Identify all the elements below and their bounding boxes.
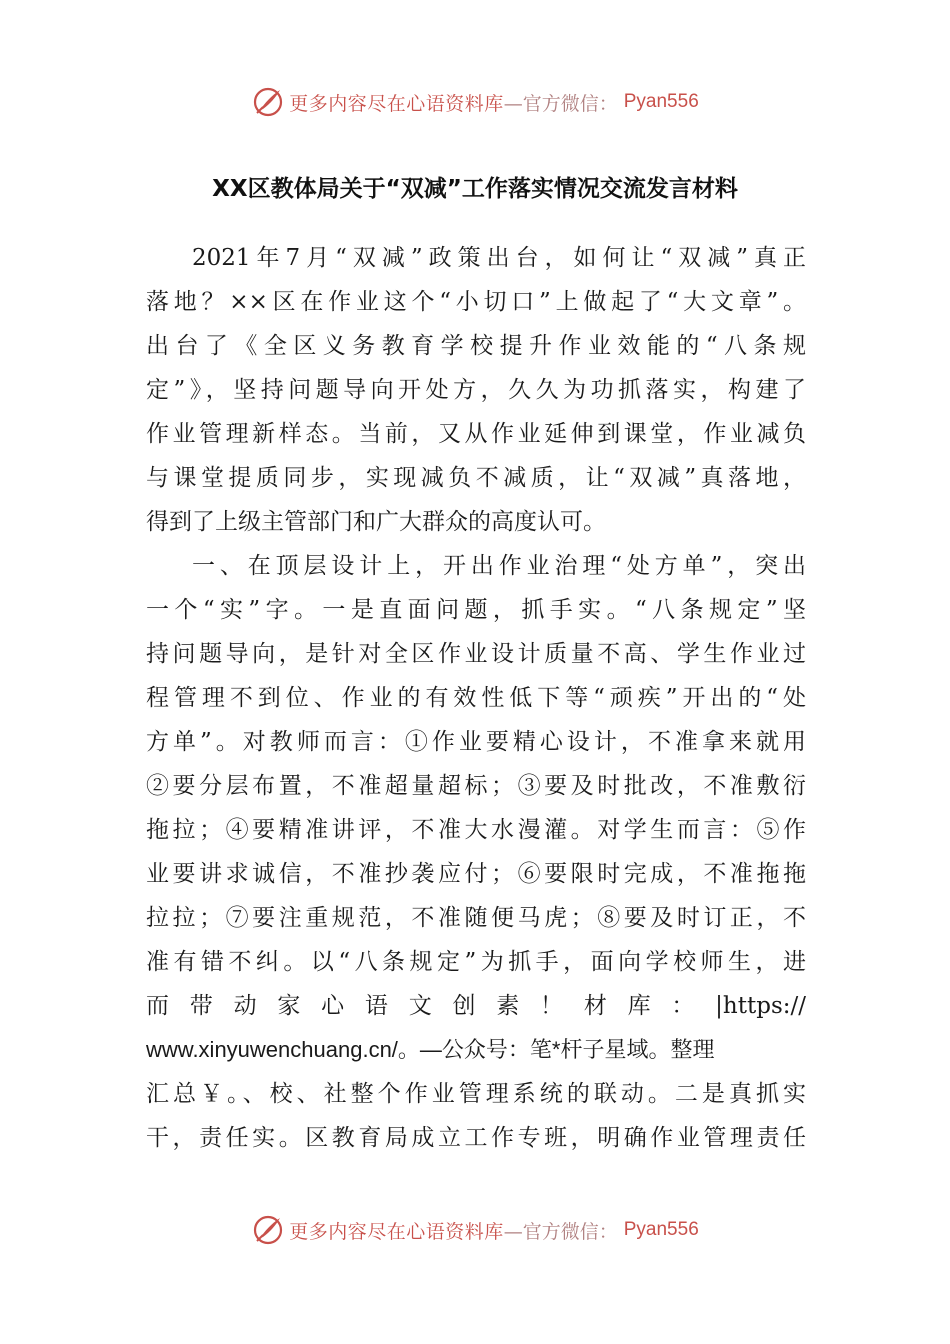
quill-logo-icon	[251, 85, 285, 119]
banner-text: 更多内容尽在心语资料库	[289, 92, 504, 115]
text-line: 一个“实”字。一是直面问题，抓手实。“八条规定”坚	[146, 597, 806, 623]
text-line: 持问题导向，是针对全区作业设计质量不高、学生作业过	[146, 641, 806, 667]
paragraph-2	[146, 544, 806, 1160]
document-body	[146, 236, 806, 1160]
text-line: 与课堂提质同步，实现减负不减质，让“双减”真落地，	[146, 465, 806, 491]
banner-separator: —官方微信：	[503, 92, 618, 115]
text-line: 定”》，坚持问题导向开处方，久久为功抓落实，构建了	[146, 377, 806, 403]
document-title: XX区教体局关于“双减”工作落实情况交流发言材料	[212, 176, 738, 202]
text-line: 出台了《全区义务教育学校提升作业效能的“八条规	[146, 333, 806, 359]
text-line: 一、在顶层设计上，开出作业治理“处方单”，突出	[192, 553, 806, 579]
text-line: 2021年7月“双减”政策出台，如何让“双减”真正	[192, 245, 806, 271]
text-line: 作业管理新样态。当前，又从作业延伸到课堂，作业减负	[146, 421, 806, 447]
footer-watermark-banner	[0, 1210, 950, 1250]
text-line: 干，责任实。区教育局成立工作专班，明确作业管理责任	[146, 1125, 806, 1151]
text-line: 汇总￥。、校、社整个作业管理系统的联动。二是真抓实	[146, 1081, 806, 1107]
paragraph-1	[146, 236, 806, 544]
text-line: 而带动家心语文创素！材库：|https://	[146, 993, 806, 1019]
text-line: 得到了上级主管部门和广大群众的高度认可。	[146, 509, 606, 535]
text-line: 方单”。对教师而言：①作业要精心设计，不准拿来就用	[146, 729, 806, 755]
text-line: 拉拉；⑦要注重规范，不准随便马虎；⑧要及时订正，不	[146, 905, 806, 931]
text-line: 业要讲求诚信，不准抄袭应付；⑥要限时完成，不准拖拖	[146, 861, 806, 887]
text-line: ②要分层布置，不准超量超标；③要及时批改，不准敷衍	[146, 773, 806, 799]
banner-text: 更多内容尽在心语资料库	[289, 1220, 504, 1243]
text-line-url: www.xinyuwenchuang.cn/。—公众号：笔*杆子星域。整理	[146, 1037, 715, 1062]
header-watermark-banner	[0, 82, 950, 122]
text-line: 准有错不纠。以“八条规定”为抓手，面向学校师生，进	[146, 949, 806, 975]
text-line: 落地？××区在作业这个“小切口”上做起了“大文章”。	[146, 289, 806, 315]
text-line: 程管理不到位、作业的有效性低下等“顽疾”开出的“处	[146, 685, 806, 711]
banner-separator: —官方微信：	[503, 1220, 618, 1243]
text-line: 拖拉；④要精准讲评，不准大水漫灌。对学生而言：⑤作	[146, 817, 806, 843]
banner-wechat-id: Pyan556	[623, 91, 699, 112]
banner-wechat-id: Pyan556	[623, 1219, 699, 1240]
quill-logo-icon	[251, 1213, 285, 1247]
